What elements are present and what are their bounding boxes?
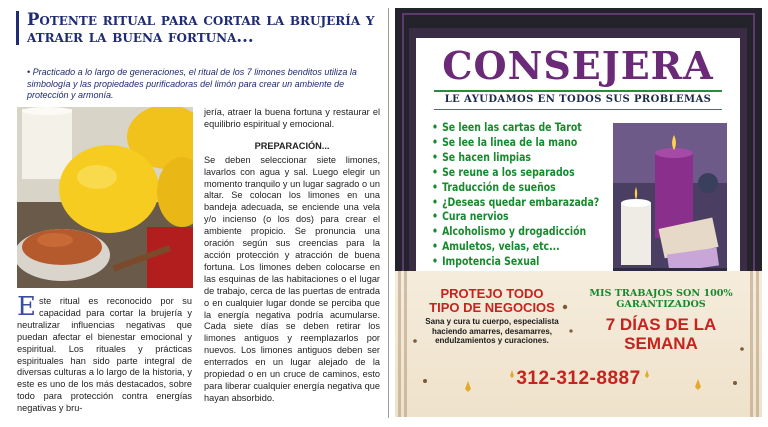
article-lede: • Practicado a lo largo de generaciones, el ritual de los 7 limones benditos utiliza la simbología y las propiedades purificadoras del limón para crear un ambiente de protección y armonía.	[27, 67, 357, 100]
business-protection: PROTEJO TODO TIPO DE NEGOCIOS	[429, 286, 555, 315]
article-column-left	[17, 292, 192, 415]
drop-cap: E	[17, 292, 36, 322]
article-column-right	[204, 107, 380, 405]
service-item: • Impotencia Sexual	[432, 254, 540, 269]
ad-main-panel	[416, 38, 740, 291]
candles-photo	[613, 123, 727, 285]
lemons-photo	[17, 107, 193, 288]
left-paragraph: ste ritual es reconocido por su capacidad para cortar la brujería y neutralizar influencias negativas que puedan afectar el bienestar emocional y espiritual. Los rituales y prácticas espirituales han sido parte integral de diversas culturas a lo largo de la historia, y este es uno de los más destacados, sobre todo para protección contra energías negativas y bru-	[17, 296, 192, 414]
services-list	[432, 120, 632, 269]
ad-title: CONSEJERA	[442, 43, 714, 88]
healing-text: Sana y cura tu cuerpo, especialista haciendo amarres, desamarres, endulzamientos y curaciones.	[425, 317, 559, 345]
service-item: • Alcoholismo y drogadicción	[432, 224, 587, 239]
article-title: Potente ritual para cortar la brujería y atraer la buena fortuna...	[16, 11, 377, 45]
service-item: • Se leen las cartas de Tarot	[432, 120, 582, 134]
title-rule	[434, 90, 722, 92]
service-item: • Cura nervios	[432, 209, 509, 224]
service-item: • Se lee la linea de la mano	[432, 134, 578, 149]
advertisement	[395, 8, 762, 417]
service-item: • Se hacen limpias	[432, 149, 532, 164]
service-item: • Amuletos, velas, etc...	[432, 239, 560, 254]
right-intro: jería, atraer la buena fortuna y restaurar el equilibrio espiritual y emocional.	[204, 107, 380, 129]
guarantee-text: MIS TRABAJOS SON 100% GARANTIZADOS	[589, 288, 733, 310]
service-item: • Se reune a los separados	[432, 164, 575, 179]
service-item: • ¿Deseas quedar embarazada?	[432, 194, 600, 209]
ad-tagline: LE AYUDAMOS EN TODOS SUS PROBLEMAS	[444, 94, 712, 105]
tagline-rule	[434, 109, 722, 110]
days-text: 7 DÍAS DE LA SEMANA	[605, 315, 717, 353]
phone-number: 312-312-8887	[516, 368, 641, 389]
right-paragraph: Se deben seleccionar siete limones, lavarlos con agua y sal. Luego elegir un momento tranquilo y un lugar sagrado o un altar. Se colocan los limones en una bandeja adecuada, se enciende una vela y/o incienso (o los dos) para crear el ambiente propicio. Se pronuncia una oración según sus creencias para la acción protección y atracción de buena fortuna. Los limones deben colocarse en las esquinas de las habitaciones o el lugar de trabajo, cerca de las puertas de entrada o en cualquier lugar donde se perciba que la energía negativa podría acumularse. Cada siete días se deben retirar los limones antiguos y reemplazarlos por nuevos. Los limones antiguos deben ser enterrados en un lugar alejado de la propiedad o en un cruce de caminos, esto para liberar cualquier energía negativa que hayan absorbido.	[204, 154, 380, 403]
service-item: • Traducción de sueños	[432, 179, 556, 194]
subheading: PREPARACIÓN...	[254, 140, 330, 151]
column-divider	[388, 8, 389, 418]
